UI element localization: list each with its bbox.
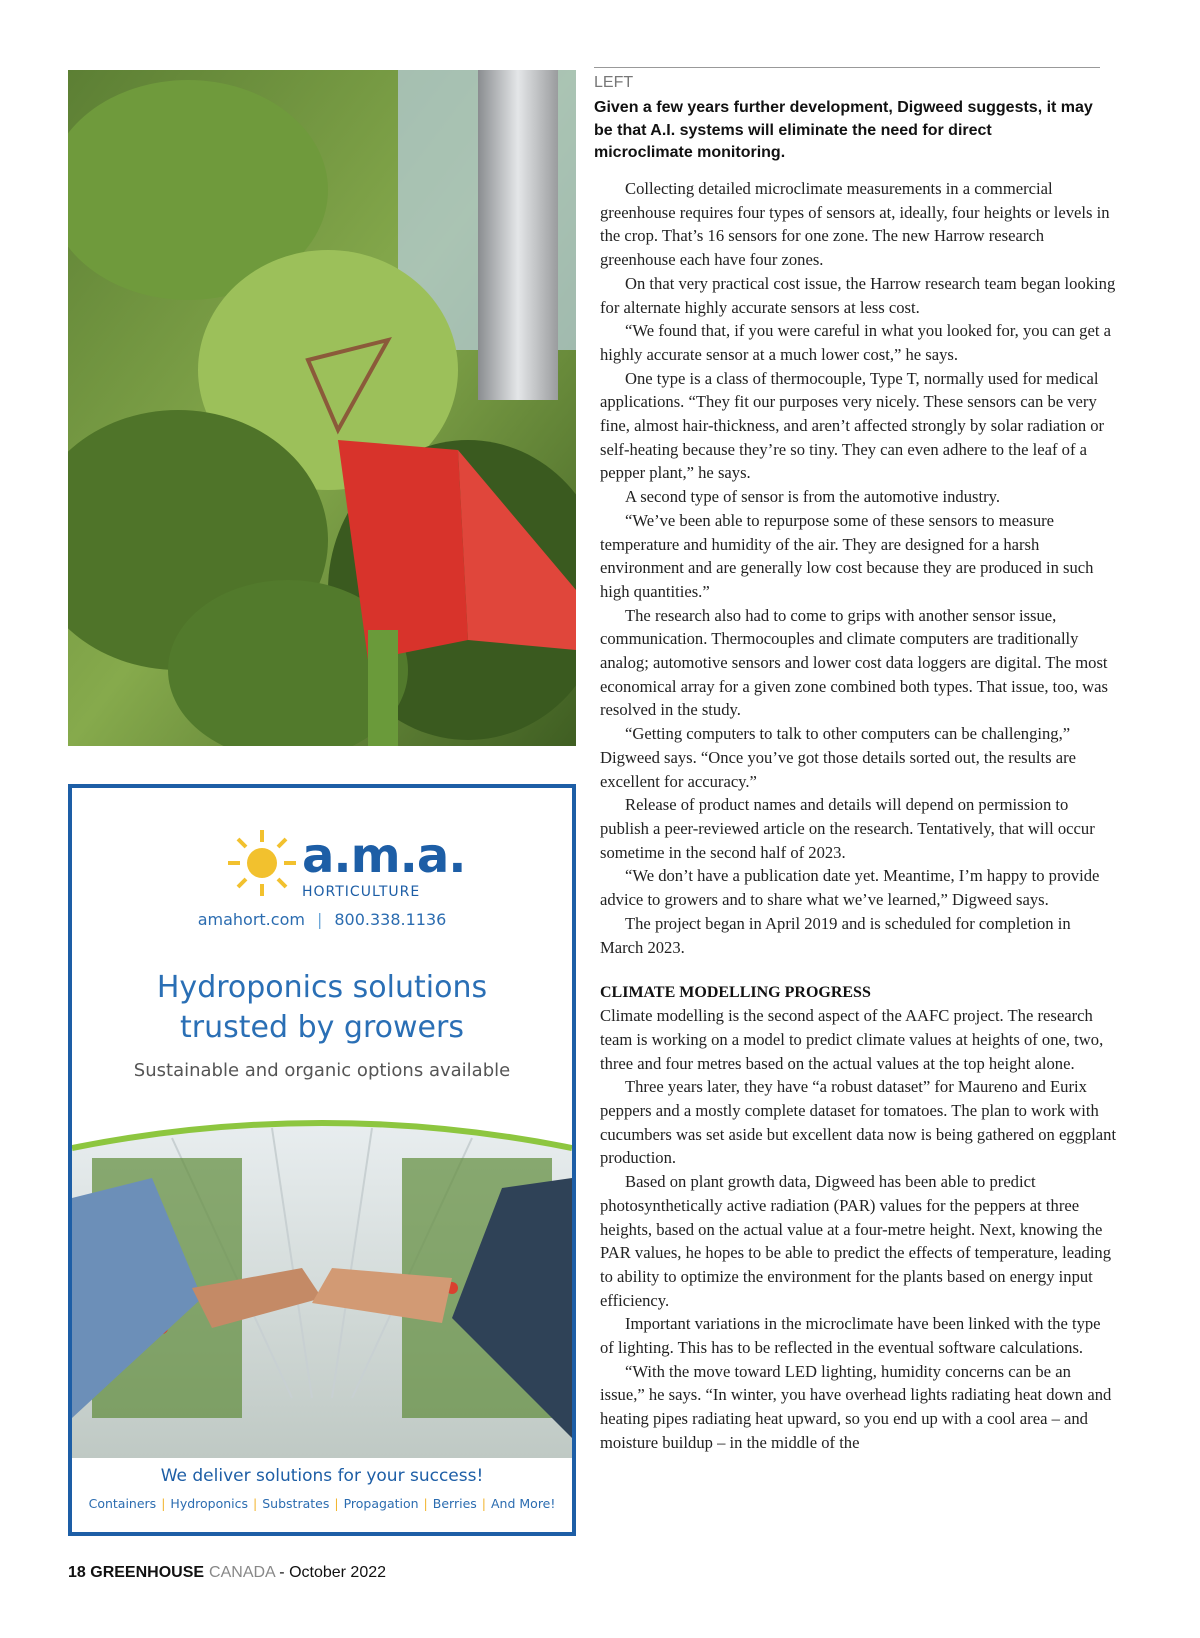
ad-headline-line2: trusted by growers xyxy=(180,1010,464,1045)
separator: | xyxy=(334,1496,339,1511)
separator: | xyxy=(316,910,323,929)
ad-category[interactable]: Berries xyxy=(432,1496,477,1511)
sun-logo-icon xyxy=(222,828,302,898)
article-paragraph: “With the move toward LED lighting, humidity concerns can be an issue,” he says. “In winter, you have overhead lights radiating heat down and heating pipes radiating heat upward, so you end up with a cool area – and moisture buildup – in the middle of the xyxy=(600,1361,1112,1452)
caption-text: Given a few years further development, Digweed suggests, it may be that A.I. systems will eliminate the need for direct microclimate monitoring. xyxy=(594,99,1093,161)
ad-headline-line1: Hydroponics solutions xyxy=(156,970,488,1005)
ad-category[interactable]: Substrates xyxy=(262,1496,330,1511)
ad-category[interactable]: And More! xyxy=(491,1496,556,1511)
page-number: 18 xyxy=(68,1564,86,1581)
ad-phone[interactable]: 800.338.1136 xyxy=(334,910,447,929)
article-paragraph: The project began in April 2019 and is scheduled for completion in March 2023. xyxy=(600,913,1071,957)
handshake-greenhouse-image xyxy=(72,1118,572,1458)
article-paragraph: A second type of sensor is from the automotive industry. xyxy=(625,487,1000,507)
ad-category[interactable]: Hydroponics xyxy=(170,1496,249,1511)
sensor-leaf-photo xyxy=(68,70,576,746)
article-paragraph: Climate modelling is the second aspect of the AAFC project. The research team is working on a model to predict climate values at heights of one, two, three and four metres based on the actual values at the top height alone. xyxy=(600,1006,1104,1073)
article-paragraph: One type is a class of thermocouple, Type T, normally used for medical applications. “They fit our purposes very nicely. These sensors can be very fine, almost hair-thickness, and aren’t affected strongly by solar radiation or self-heating because they’re so tiny. They can even adhere to the leaf of a pepper plant,” he says. xyxy=(600,368,1105,483)
article-body xyxy=(600,177,1118,1455)
ad-category[interactable]: Propagation xyxy=(343,1496,419,1511)
page-footer xyxy=(68,1564,386,1582)
publication-name: GREENHOUSE xyxy=(90,1564,205,1581)
ad-category-list xyxy=(72,1496,572,1511)
article-paragraph: “Getting computers to talk to other computers can be challenging,” Digweed says. “Once you’ve got those details sorted out, the results are excellent for accuracy.” xyxy=(600,724,1077,791)
separator: | xyxy=(253,1496,258,1511)
article-paragraph: Important variations in the microclimate have been linked with the type of lighting. This has to be reflected in the eventual software calculations. xyxy=(600,1314,1101,1358)
article-paragraph: On that very practical cost issue, the Harrow research team began looking for alternate highly accurate sensors at less cost. xyxy=(600,273,1116,317)
article-paragraph: Based on plant growth data, Digweed has been able to predict photosynthetically active radiation (PAR) values for the peppers at three heights, based on the actual value at a four-metre height. Next, knowing the PAR values, he hopes to be able to predict the effects of temperature, leading to ability to optimize the environment for the plants based on energy input efficiency. xyxy=(600,1172,1112,1310)
ad-category[interactable]: Containers xyxy=(88,1496,157,1511)
separator: | xyxy=(161,1496,166,1511)
article-paragraph: “We’ve been able to repurpose some of these sensors to measure temperature and humidity of the air. They are designed for a harsh environment and are generally low cost because they are produced in such high quantities.” xyxy=(600,510,1094,601)
ad-brand-name: a.m.a. xyxy=(302,828,466,884)
publication-name-light: CANADA xyxy=(209,1564,275,1581)
article-paragraph: “We found that, if you were careful in what you looked for, you can get a highly accurate sensor at a much lower cost,” he says. xyxy=(600,321,1111,364)
article-paragraph: The research also had to come to grips with another sensor issue, communication. Thermocouples and climate computers are traditionally analog; automotive sensors and lower cost data loggers are digital. The most economical array for a given zone combined both types. That issue, too, was resolved in the study. xyxy=(600,605,1108,720)
separator: | xyxy=(423,1496,428,1511)
ad-headline xyxy=(72,968,572,1048)
article-paragraph: Three years later, they have “a robust dataset” for Maureno and Eurix peppers and a mostly complete dataset for tomatoes. The plan to work with cucumbers was set aside but excellent data now is being gathered on eggplant production. xyxy=(600,1077,1117,1168)
ama-horticulture-ad[interactable] xyxy=(68,784,576,1536)
ad-contact-line xyxy=(72,910,572,929)
ad-brand-subtitle: HORTICULTURE xyxy=(302,884,421,900)
ad-website-link[interactable]: amahort.com xyxy=(197,910,305,929)
ad-slogan: We deliver solutions for your success! xyxy=(160,1466,484,1486)
section-heading: CLIMATE MODELLING PROGRESS xyxy=(600,984,871,1002)
ad-tagline: Sustainable and organic options available xyxy=(133,1060,511,1081)
article-paragraph: Collecting detailed microclimate measurements in a commercial greenhouse requires four types of sensors at, ideally, four heights or levels in the crop. That’s 16 sensors for one zone. The new Harrow research greenhouse each have four zones. xyxy=(600,179,1110,270)
article-paragraph: Release of product names and details will depend on permission to publish a peer-reviewed article on the research. Tentatively, that will occur sometime in the second half of 2023. xyxy=(600,795,1095,862)
photo-illustration xyxy=(68,70,576,746)
article-paragraph: “We don’t have a publication date yet. Meantime, I’m happy to provide advice to growers and to share what we’ve learned,” Digweed says. xyxy=(600,866,1100,910)
separator: | xyxy=(481,1496,486,1511)
issue-date: - October 2022 xyxy=(279,1564,387,1581)
caption-rule xyxy=(594,67,1100,68)
caption-label: LEFT xyxy=(594,74,634,91)
